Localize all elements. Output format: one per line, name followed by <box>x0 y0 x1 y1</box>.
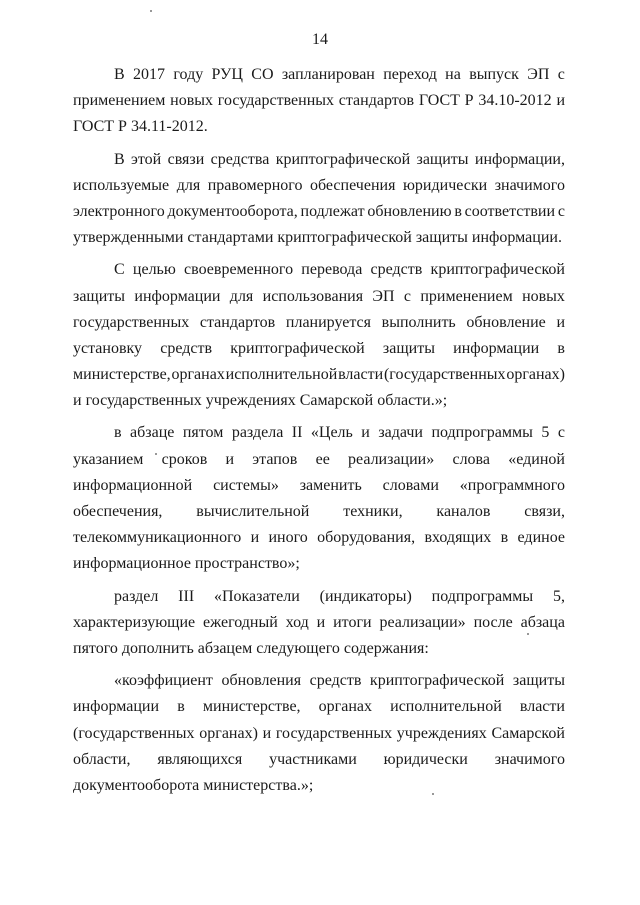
word: 34.11-2012. <box>130 118 208 136</box>
word: с <box>557 424 565 442</box>
word: криптографической <box>430 261 565 279</box>
page-number: 14 <box>312 31 328 48</box>
word: и <box>316 613 326 631</box>
word: планируется <box>285 313 371 331</box>
word: 34.10-2012 <box>478 92 552 110</box>
paragraph-1 <box>73 62 565 141</box>
word: защиты <box>73 287 126 305</box>
text-line <box>73 668 565 694</box>
word: ежегодный <box>203 613 278 631</box>
word: министерстве, <box>202 698 301 716</box>
word: и <box>250 529 260 547</box>
text-line <box>73 747 565 773</box>
word: новых <box>522 287 565 305</box>
word: В <box>114 150 125 168</box>
word: являющихся <box>157 750 243 768</box>
text-line <box>73 636 565 662</box>
word: с <box>557 66 565 83</box>
word: реализации» <box>379 613 466 631</box>
paragraph-5 <box>73 584 565 663</box>
word: подпрограммы <box>431 587 534 605</box>
word: ЭП <box>527 66 550 83</box>
text-line <box>73 525 565 551</box>
text-line <box>73 225 565 251</box>
word: Самарской <box>491 724 565 742</box>
word: власти <box>519 698 565 716</box>
text-line <box>73 362 565 388</box>
word: оборудования, <box>317 529 416 547</box>
word: информации, <box>474 150 565 168</box>
text-line <box>73 88 565 114</box>
word: значимого <box>494 176 565 194</box>
word: защиты <box>416 150 469 168</box>
word: Р <box>464 92 474 110</box>
word: пятого <box>73 639 118 657</box>
text-line <box>73 610 565 636</box>
word: реализации» <box>348 450 435 468</box>
text-line <box>73 62 565 88</box>
word: СО <box>251 66 274 83</box>
word: Р <box>118 118 127 136</box>
word: значимого <box>494 750 565 768</box>
word: применением <box>420 287 513 305</box>
word: учреждениях <box>205 392 296 410</box>
word: характеризующие <box>73 613 196 631</box>
word: «коэффициент <box>114 672 213 690</box>
word: системы» <box>213 476 279 494</box>
scan-speck <box>432 793 434 795</box>
word: подпрограммы <box>431 424 533 442</box>
word: «единой <box>508 450 565 468</box>
word: стандартов <box>338 92 415 110</box>
text-line <box>73 173 565 199</box>
word: соответствии <box>464 202 556 220</box>
text-line <box>73 473 565 499</box>
text-line <box>73 584 565 610</box>
word: этапов <box>252 450 298 468</box>
text-line <box>73 114 565 140</box>
word: документооборота <box>73 776 200 794</box>
word: и <box>361 424 370 442</box>
word: применением <box>73 92 166 110</box>
word: использования <box>262 287 364 305</box>
paragraph-6 <box>73 668 565 799</box>
text-line <box>73 694 565 720</box>
word: криптографической <box>369 672 505 690</box>
word: году <box>173 66 204 83</box>
word: защиты <box>415 229 468 247</box>
word: утвержденными <box>73 229 184 247</box>
word: содержания: <box>343 639 429 657</box>
word: области, <box>73 750 131 768</box>
word: и <box>556 313 565 331</box>
word: криптографической <box>277 229 412 247</box>
text-line <box>73 199 565 225</box>
word: криптографической <box>230 339 365 357</box>
word: указанием <box>73 450 144 468</box>
word: обновлению <box>367 202 452 220</box>
word: 2017 <box>133 66 166 83</box>
word: в <box>114 424 122 442</box>
word: с <box>403 287 411 305</box>
word: III <box>178 587 195 605</box>
word: защиты <box>512 672 565 690</box>
scan-speck <box>155 453 157 455</box>
word: связи, <box>524 503 565 520</box>
word: области.»; <box>377 392 448 410</box>
word: учреждениях <box>396 724 487 742</box>
word: новых <box>170 92 214 110</box>
word: переход <box>383 66 437 83</box>
word: словами <box>382 476 439 494</box>
word: стандартами <box>187 229 274 247</box>
text-line <box>73 284 565 310</box>
word: министерстве, <box>73 366 171 384</box>
word: обновление <box>466 313 546 331</box>
word: документооборота, <box>167 202 298 220</box>
word: итоги <box>333 613 372 631</box>
word: входящих <box>424 529 492 547</box>
word: защиты <box>382 339 435 357</box>
word: органах <box>318 698 372 716</box>
word: абзаца <box>520 613 565 631</box>
word: органах <box>171 366 225 384</box>
text-line <box>73 721 565 747</box>
word: выполнить <box>381 313 456 331</box>
word: исполнительной <box>225 366 338 384</box>
word: 5 <box>541 424 550 442</box>
word: информации <box>453 339 540 357</box>
word: «Цель <box>310 424 353 442</box>
word: средств <box>160 339 213 357</box>
word: раздел <box>114 587 159 605</box>
word: власти <box>338 366 384 384</box>
document-body <box>73 62 565 805</box>
word: средств <box>309 672 362 690</box>
word: средства <box>210 150 270 168</box>
scan-speck <box>150 10 152 12</box>
word: электронного <box>73 202 165 220</box>
word: ГОСТ <box>73 118 115 136</box>
word: в <box>177 698 185 716</box>
word: этой <box>131 150 162 168</box>
word: обеспечения <box>310 176 396 194</box>
word: связи <box>167 150 205 168</box>
word: телекоммуникационного <box>73 529 242 547</box>
word: правомерного <box>207 176 303 194</box>
word: РУЦ <box>211 66 243 83</box>
word: юридически <box>383 750 468 768</box>
word: информационное <box>73 555 191 573</box>
word: информационной <box>73 476 193 494</box>
word: стандартов <box>199 313 276 331</box>
word: (государственных <box>383 366 506 384</box>
text-line <box>73 447 565 473</box>
word: в <box>500 529 509 547</box>
word: задачи <box>378 424 423 442</box>
word: и <box>262 724 272 742</box>
word: ее <box>315 450 330 468</box>
paragraph-4 <box>73 420 565 577</box>
word: следующего <box>256 639 340 657</box>
word: раздела <box>231 424 284 442</box>
word: сроков <box>161 450 208 468</box>
text-line <box>73 257 565 283</box>
word: «программного <box>459 476 565 494</box>
word: Самарской <box>299 392 374 410</box>
word: исполнительной <box>390 698 502 716</box>
scan-speck <box>527 633 529 635</box>
word: установку <box>73 339 143 357</box>
word: пространство»; <box>194 555 300 573</box>
text-line <box>73 336 565 362</box>
word: слова <box>452 450 490 468</box>
word: заменить <box>299 476 362 494</box>
word: (индикаторы) <box>319 587 412 605</box>
word: перевода <box>301 261 363 279</box>
word: криптографической <box>275 150 411 168</box>
word: выпуск <box>469 66 519 83</box>
word: иного <box>268 529 308 547</box>
word: средств <box>370 261 423 279</box>
word: информации <box>134 287 221 305</box>
word: техники, <box>343 503 403 520</box>
word: информации. <box>471 229 562 247</box>
word: своевременного <box>184 261 294 279</box>
word: обеспечения, <box>73 503 163 520</box>
word: органах) <box>506 366 565 384</box>
word: участниками <box>269 750 357 768</box>
word: для <box>176 176 201 194</box>
word: государственных <box>73 313 190 331</box>
text-line <box>73 310 565 336</box>
word: каналов <box>436 503 491 520</box>
word: информации <box>73 698 160 716</box>
word: запланирован <box>281 66 375 83</box>
word: с <box>557 202 565 220</box>
word: подлежат <box>300 202 365 220</box>
text-line <box>73 420 565 446</box>
word: абзаце <box>130 424 175 442</box>
word: С <box>114 261 125 279</box>
word: 5, <box>552 587 565 605</box>
word: государственных <box>85 392 202 410</box>
paragraph-3 <box>73 257 565 414</box>
word: органах) <box>199 724 258 742</box>
word: государственных <box>275 724 393 742</box>
word: используемые <box>73 176 170 194</box>
word: и <box>225 450 235 468</box>
text-line <box>73 388 565 414</box>
text-line <box>73 499 565 525</box>
word: ход <box>285 613 309 631</box>
word: (государственных <box>73 724 195 742</box>
word: после <box>473 613 513 631</box>
word: государственных <box>217 92 334 110</box>
word: на <box>445 66 461 83</box>
word: и <box>73 392 82 410</box>
word: обновления <box>221 672 302 690</box>
word: единое <box>517 529 565 547</box>
text-line <box>73 147 565 173</box>
word: II <box>291 424 303 442</box>
word: министерства.»; <box>203 776 314 794</box>
paragraph-2 <box>73 147 565 252</box>
word: абзацем <box>197 639 253 657</box>
word: «Показатели <box>213 587 300 605</box>
word: ЭП <box>372 287 395 305</box>
word: для <box>229 287 254 305</box>
text-line <box>73 551 565 577</box>
text-line <box>73 773 565 799</box>
word: дополнить <box>121 639 194 657</box>
word: целью <box>132 261 176 279</box>
word: ГОСТ <box>418 92 460 110</box>
word: В <box>114 66 125 83</box>
word: пятом <box>182 424 224 442</box>
word: юридически <box>402 176 488 194</box>
word: в <box>454 202 462 220</box>
word: вычислительной <box>196 503 310 520</box>
word: и <box>556 92 565 110</box>
word: в <box>557 339 565 357</box>
